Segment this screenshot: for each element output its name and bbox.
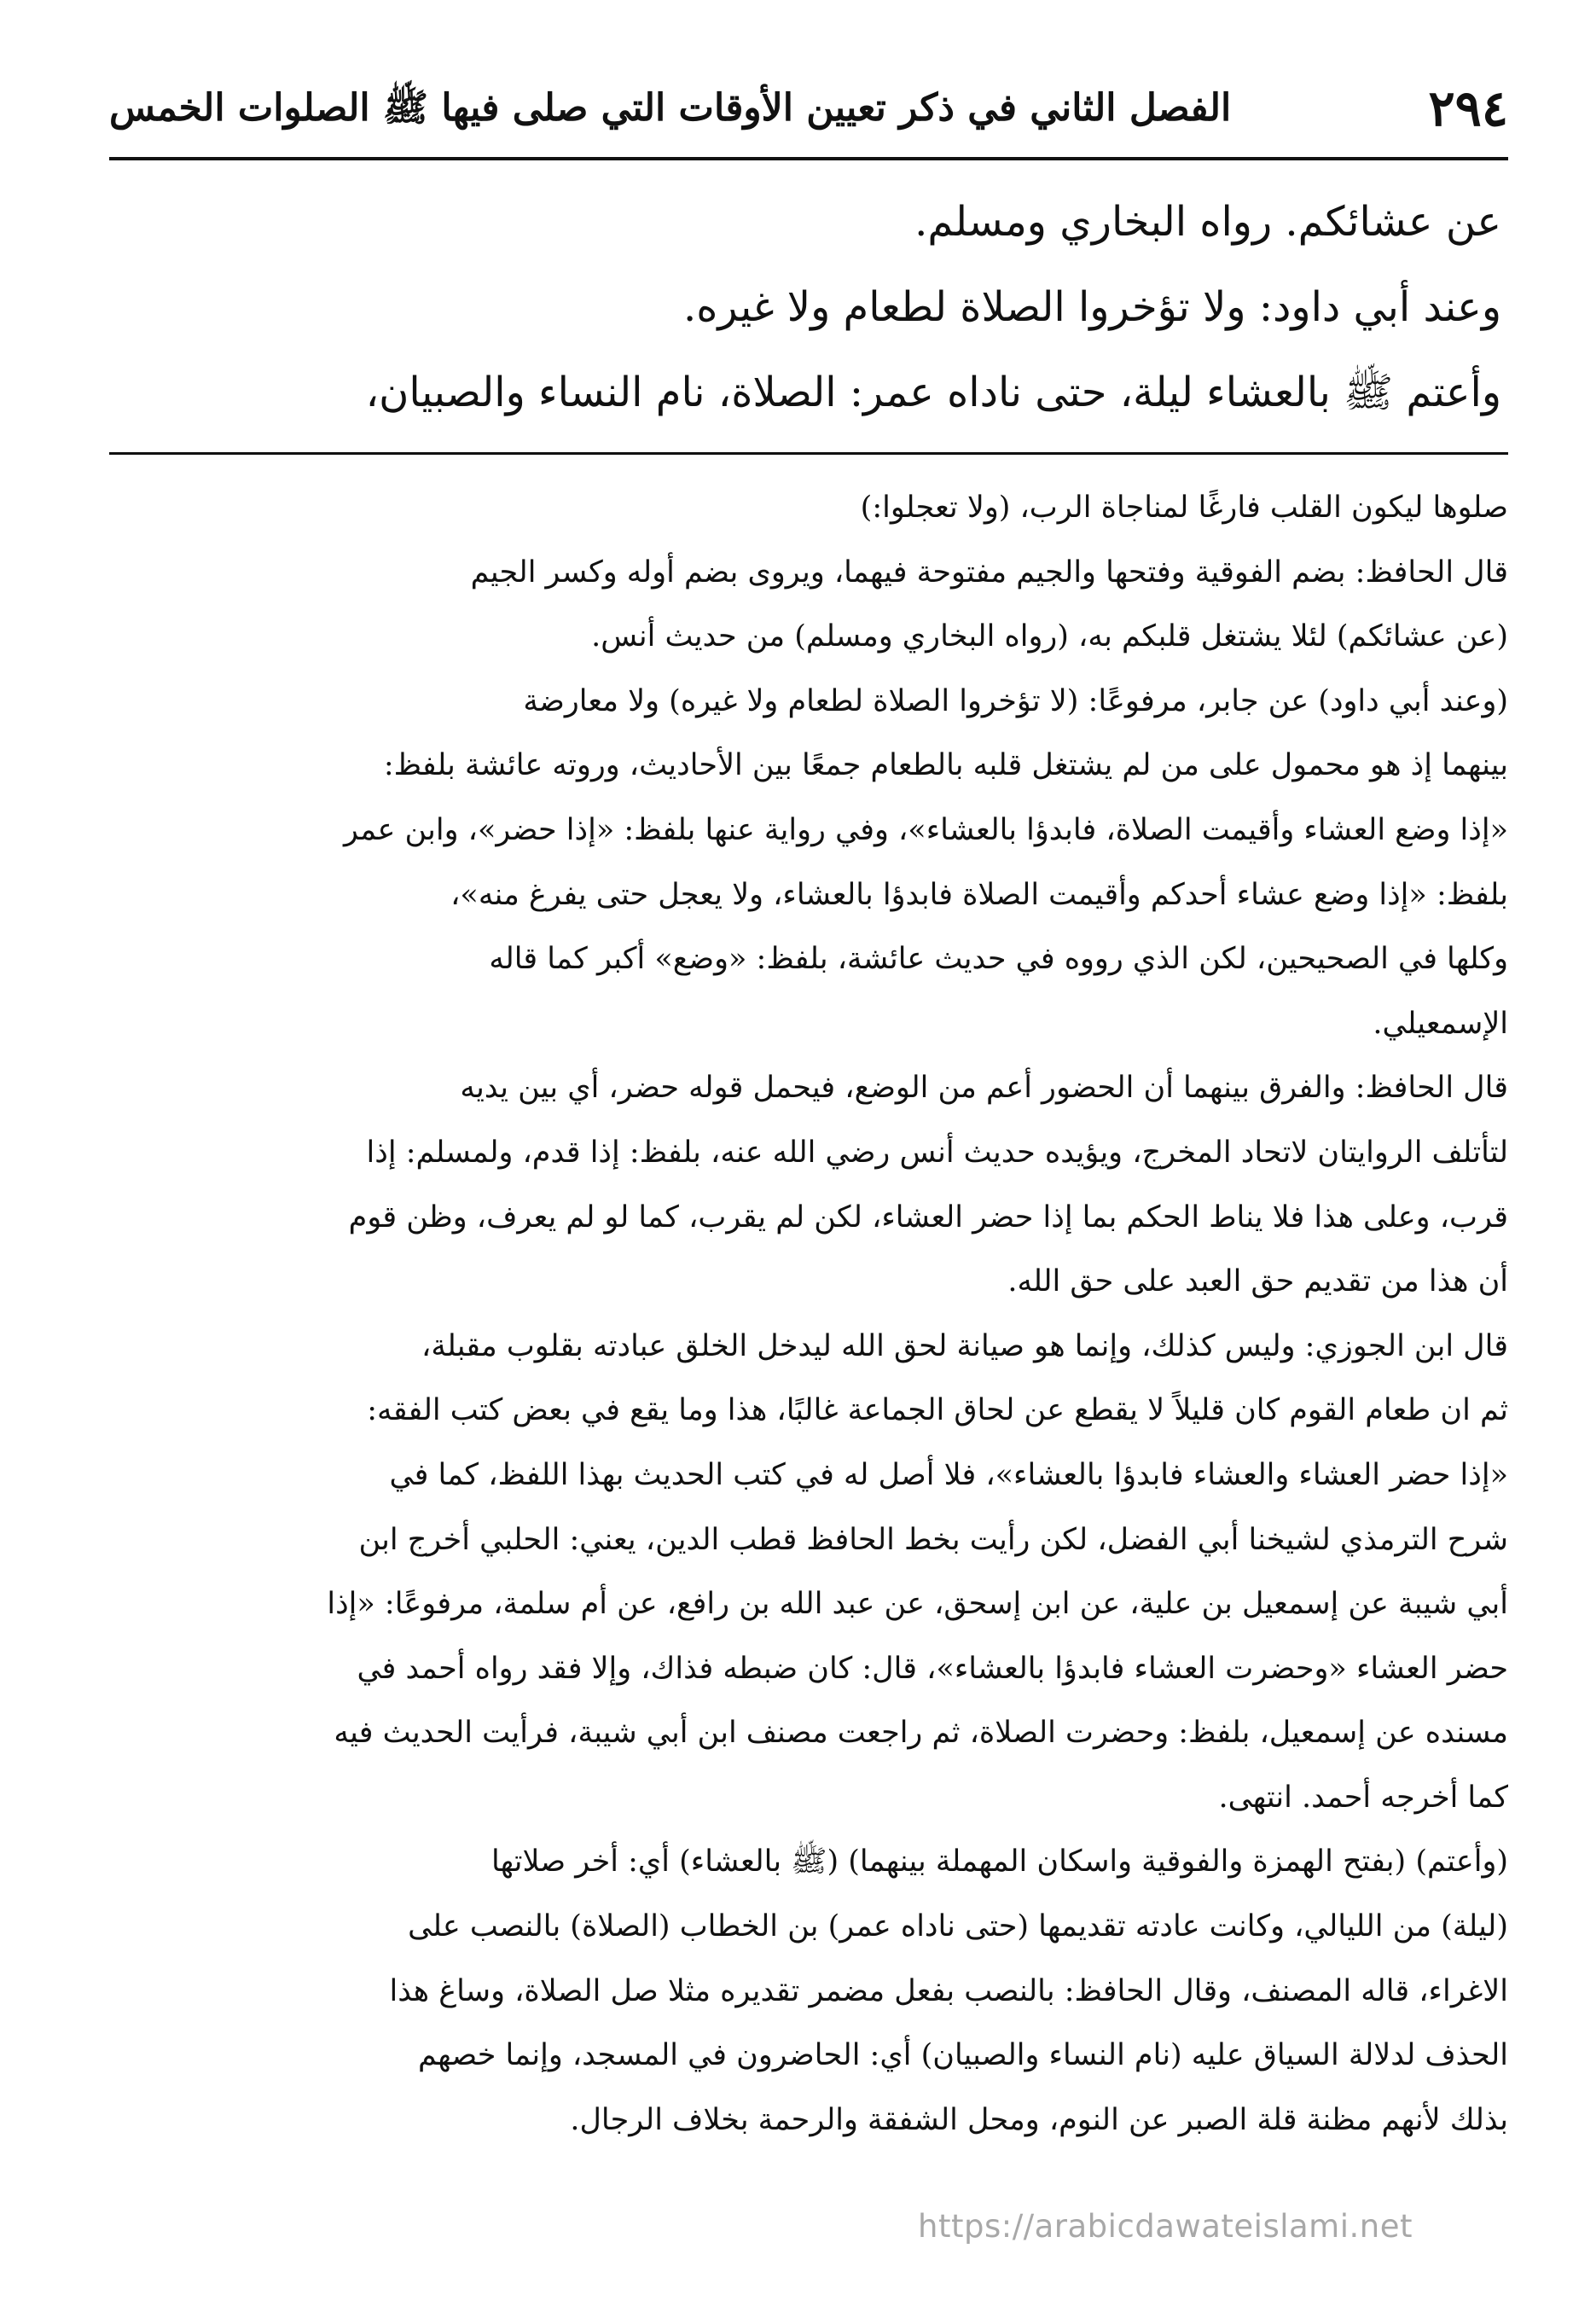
commentary-line: مسنده عن إسمعيل، بلفظ: وحضرت الصلاة، ثم راجعت مصنف ابن أبي شيبة، فرأيت الحديث فيه (334, 1716, 1508, 1751)
commentary-line: بينهما إذ هو محمول على من لم يشتغل قلبه بالطعام جمعًا بين الأحاديث، وروته عائشة بلفظ: (383, 748, 1508, 783)
commentary-line: قرب، وعلى هذا فلا يناط الحكم بما إذا حضر العشاء، لكن لم يقرب، كما لو لم يعرف، وظن قوم (348, 1200, 1508, 1235)
commentary-line: بذلك لأنهم مظنة قلة الصبر عن النوم، ومحل الشفقة والرحمة بخلاف الرجال. (570, 2102, 1508, 2137)
commentary-line: شرح الترمذي لشيخنا أبي الفضل، لكن رأيت بخط الحافظ قطب الدين، يعني: الحلبي أخرج ابن (358, 1522, 1508, 1557)
commentary-line: حضر العشاء «وحضرت العشاء فابدؤا بالعشاء»، قال: كان ضبطه فذاك، وإلا فقد رواه أحمد في (357, 1651, 1508, 1686)
commentary-line: بلفظ: «إذا وضع عشاء أحدكم وأقيمت الصلاة فابدؤا بالعشاء، ولا يعجل حتى يفرغ منه»، (450, 877, 1508, 912)
commentary-line: أبي شيبة عن إسمعيل بن علية، عن ابن إسحق، عن عبد الله بن رافع، عن أم سلمة، مرفوعًا: «إذا (327, 1587, 1508, 1622)
commentary-line: كما أخرجه أحمد. انتهى. (1218, 1780, 1508, 1815)
page-number: ٢٩٤ (1428, 79, 1508, 137)
commentary-line: (عن عشائكم) لئلا يشتغل قلبكم به، (رواه البخاري ومسلم) من حديث أنس. (591, 619, 1508, 654)
running-title: الفصل الثاني في ذكر تعيين الأوقات التي صلى فيها ﷺ الصلوات الخمس (109, 86, 1232, 130)
matn-line: وأعتم ﷺ بالعشاء ليلة، حتى ناداه عمر: الصلاة، نام النساء والصبيان، (365, 369, 1501, 416)
commentary-line: ثم ان طعام القوم كان قليلاً لا يقطع عن لحاق الجماعة غالبًا، هذا وما يقع في بعض كتب الفقه: (367, 1393, 1508, 1428)
commentary-line: الإسمعيلي. (1373, 1006, 1508, 1041)
commentary-line: الاغراء، قاله المصنف، وقال الحافظ: بالنصب بفعل مضمر تقديره مثلا صل الصلاة، وساغ هذا (389, 1973, 1508, 2008)
commentary-line: وكلها في الصحيحين، لكن الذي رووه في حديث عائشة، بلفظ: «وضع» أكبر كما قاله (489, 942, 1508, 977)
commentary-line: «إذا حضر العشاء والعشاء فابدؤا بالعشاء»، فلا أصل له في كتب الحديث بهذا اللفظ، كما في (389, 1457, 1508, 1492)
commentary-line: (وعند أبي داود) عن جابر، مرفوعًا: (لا تؤخروا الصلاة لطعام ولا غيره) ولا معارضة (523, 683, 1508, 718)
matn-line: عن عشائكم. رواه البخاري ومسلم. (914, 198, 1501, 246)
commentary-line: «إذا وضع العشاء وأقيمت الصلاة، فابدؤا بالعشاء»، وفي رواية عنها بلفظ: «إذا حضر»، وابن عمر (343, 812, 1508, 847)
commentary-line: الحذف لدلالة السياق عليه (نام النساء والصبيان) أي: الحاضرون في المسجد، وإنما خصهم (417, 2038, 1508, 2073)
matn-text (128, 179, 1501, 435)
header-divider (109, 157, 1508, 160)
commentary-line: قال الحافظ: بضم الفوقية وفتحها والجيم مفتوحة فيهما، ويروى بضم أوله وكسر الجيم (470, 555, 1508, 590)
matn-divider (109, 452, 1508, 455)
commentary-line: لتأتلف الروايتان لاتحاد المخرج، ويؤيده حديث أنس رضي الله عنه، بلفظ: إذا قدم، ولمسلم: إذا (366, 1135, 1508, 1170)
commentary-text (111, 476, 1508, 2153)
matn-line: وعند أبي داود: ولا تؤخروا الصلاة لطعام ولا غيره. (683, 283, 1501, 331)
watermark-url: https://arabicdawateislami.net (918, 2208, 1413, 2245)
page-header (109, 70, 1508, 147)
commentary-line: (ليلة) من الليالي، وكانت عادته تقديمها (حتى ناداه عمر) بن الخطاب (الصلاة) بالنصب على (408, 1909, 1508, 1944)
commentary-line: أن هذا من تقديم حق العبد على حق الله. (1007, 1264, 1508, 1299)
commentary-line: صلوها ليكون القلب فارغًا لمناجاة الرب، (ولا تعجلوا:) (860, 491, 1508, 525)
commentary-line: قال ابن الجوزي: وليس كذلك، وإنما هو صيانة لحق الله ليدخل الخلق عبادته بقلوب مقبلة، (421, 1328, 1508, 1363)
commentary-line: قال الحافظ: والفرق بينهما أن الحضور أعم من الوضع، فيحمل قوله حضر، أي بين يديه (460, 1071, 1508, 1106)
commentary-line: (وأعتم) (بفتح الهمزة والفوقية واسكان المهملة بينهما) (ﷺ بالعشاء) أي: أخر صلاتها (491, 1845, 1508, 1880)
